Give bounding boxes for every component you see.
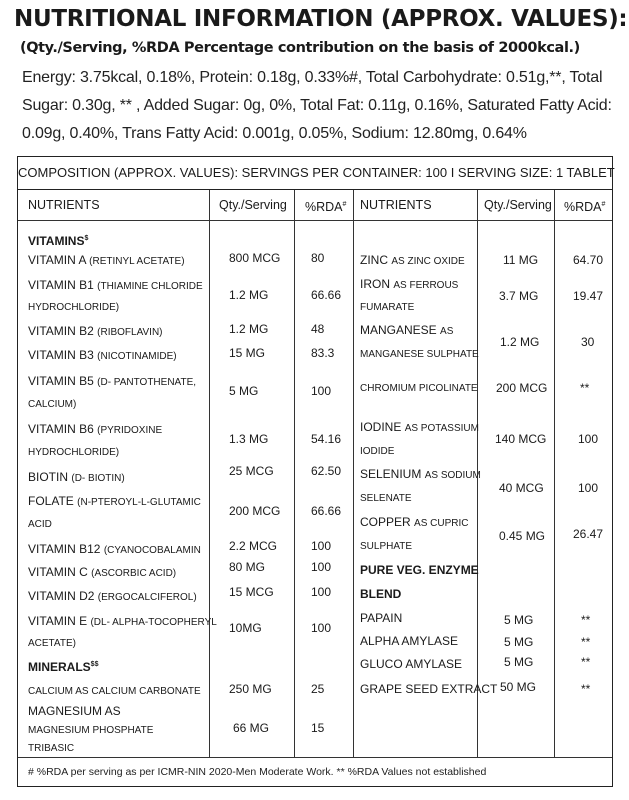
minerals-section-label: MINERALS$$ xyxy=(28,660,99,674)
nutrient-name: IODINE AS POTASSIUM xyxy=(360,420,479,434)
nutrient-name: MANGANESE AS xyxy=(360,323,454,337)
nutrient-name: ZINC AS ZINC OXIDE xyxy=(360,253,465,267)
nutrient-rda: 26.47 xyxy=(573,527,604,541)
nutrient-qty: 10MG xyxy=(229,621,262,635)
nutrient-rda: ** xyxy=(581,682,591,696)
nutrient-name: GLUCO AMYLASE xyxy=(360,657,463,671)
nutrient-rda: 30 xyxy=(581,335,595,349)
nutrient-name: VITAMIN B12 (CYANOCOBALAMIN xyxy=(28,542,201,556)
nutrient-qty: 25 MCG xyxy=(229,464,274,478)
nutrient-name: SELENIUM AS SODIUM xyxy=(360,467,481,481)
nutrient-name-line3: TRIBASIC xyxy=(28,743,75,754)
nutrient-name: VITAMIN B3 (NICOTINAMIDE) xyxy=(28,348,177,362)
nutrient-rda: 19.47 xyxy=(573,289,604,303)
nutrient-qty: 5 MG xyxy=(504,655,534,669)
header-qty-left: Qty./Serving xyxy=(219,198,287,212)
nutrient-name: VITAMIN A (RETINYL ACETATE) xyxy=(28,253,185,267)
nutrient-qty: 0.45 MG xyxy=(499,529,546,543)
nutrient-rda: 100 xyxy=(578,432,599,446)
nutrient-name: VITAMIN B2 (RIBOFLAVIN) xyxy=(28,324,163,338)
nutrient-name: VITAMIN B5 (D- PANTOTHENATE, xyxy=(28,374,197,388)
composition-table xyxy=(17,156,613,787)
nutrient-name: COPPER AS CUPRIC xyxy=(360,515,469,529)
nutrient-qty: 1.3 MG xyxy=(229,432,269,446)
nutrient-name-line2: SULPHATE xyxy=(360,541,413,552)
nutrient-name: VITAMIN C (ASCORBIC ACID) xyxy=(28,565,177,579)
nutrient-name-line2: HYDROCHLORIDE) xyxy=(28,447,120,458)
nutrient-rda: 48 xyxy=(311,322,325,336)
nutrient-qty: 80 MG xyxy=(229,560,266,574)
nutrient-rda: 100 xyxy=(578,481,599,495)
nutrient-qty: 50 MG xyxy=(500,680,537,694)
nutrition-summary: Energy: 3.75kcal, 0.18%, Protein: 0.18g, 0.33%#, Total Carbohydrate: 0.51g,**, Total Sugar: 0.30g, ** , Added Sugar: 0g, 0%, Total Fat: 0.11g, 0.16%, Saturated Fatty Acid: 0.09g, 0.40%, Trans Fatty Acid: 0.001g, 0.05%, Sodium: 12.80mg, 0.64% xyxy=(22,69,612,142)
nutrient-rda: 66.66 xyxy=(311,288,342,302)
nutrient-rda: 80 xyxy=(311,251,325,265)
enzyme-section-label: PURE VEG. ENZYME xyxy=(360,563,479,577)
nutrient-qty: 1.2 MG xyxy=(500,335,540,349)
nutrient-rda: 100 xyxy=(311,560,332,574)
nutrient-rda: 100 xyxy=(311,539,332,553)
nutrient-rda: 100 xyxy=(311,621,332,635)
column-divider xyxy=(209,190,210,757)
header-divider xyxy=(18,220,612,221)
nutrient-name: VITAMIN B6 (PYRIDOXINE xyxy=(28,422,163,436)
nutrient-name-line2: ACID xyxy=(28,519,52,530)
nutrient-rda: 100 xyxy=(311,585,332,599)
nutrient-name: IRON AS FERROUS xyxy=(360,277,459,291)
nutrient-qty: 250 MG xyxy=(229,682,272,696)
nutrient-rda: 83.3 xyxy=(311,346,335,360)
nutrient-name-line2: MANGANESE SULPHATE xyxy=(360,349,479,360)
nutrient-rda: 64.70 xyxy=(573,253,604,267)
nutrient-qty: 5 MG xyxy=(504,635,534,649)
composition-header: COMPOSITION (APPROX. VALUES): SERVINGS PER CONTAINER: 100 I SERVING SIZE: 1 TABLET xyxy=(18,157,612,190)
header-rda-left: %RDA# xyxy=(305,200,347,215)
nutrient-name: FOLATE (N-PTEROYL-L-GLUTAMIC xyxy=(28,494,201,508)
header-rda-right: %RDA# xyxy=(564,200,606,215)
nutrient-qty: 140 MCG xyxy=(495,432,547,446)
column-divider xyxy=(554,190,555,757)
nutrient-qty: 200 MCG xyxy=(496,381,548,395)
nutrient-name-line2: CALCIUM) xyxy=(28,399,77,410)
footnote: # %RDA per serving as per ICMR-NIN 2020-Men Moderate Work. ** %RDA Values not established xyxy=(28,766,487,778)
header-nutrients-left: NUTRIENTS xyxy=(28,198,100,212)
nutrient-qty: 66 MG xyxy=(233,721,270,735)
nutrient-name: BIOTIN (D- BIOTIN) xyxy=(28,470,125,484)
nutrient-qty: 2.2 MCG xyxy=(229,539,278,553)
nutrient-rda: ** xyxy=(581,613,591,627)
enzyme-section-label-line2: BLEND xyxy=(360,587,402,601)
nutrient-rda: 54.16 xyxy=(311,432,342,446)
nutrient-name: GRAPE SEED EXTRACT xyxy=(360,682,498,696)
nutrient-name: PAPAIN xyxy=(360,611,403,625)
nutrient-rda: ** xyxy=(580,381,590,395)
nutrient-name: ALPHA AMYLASE xyxy=(360,634,459,648)
nutrient-name: VITAMIN E (DL- ALPHA-TOCOPHERYL xyxy=(28,614,217,628)
nutrient-name-line2: MAGNESIUM PHOSPHATE xyxy=(28,725,154,736)
column-divider xyxy=(353,190,354,757)
nutrient-qty: 1.2 MG xyxy=(229,288,269,302)
nutrient-rda: 15 xyxy=(311,721,325,735)
nutrient-qty: 3.7 MG xyxy=(499,289,539,303)
nutrient-rda: ** xyxy=(581,655,591,669)
nutrient-name: VITAMIN D2 (ERGOCALCIFEROL) xyxy=(28,589,197,603)
nutrient-name: VITAMIN B1 (THIAMINE CHLORIDE xyxy=(28,278,203,292)
nutrient-name: CALCIUM AS CALCIUM CARBONATE xyxy=(28,686,201,697)
header-qty-right: Qty./Serving xyxy=(484,198,552,212)
column-divider xyxy=(294,190,295,757)
nutrient-rda: 100 xyxy=(311,384,332,398)
nutrient-name: CHROMIUM PICOLINATE xyxy=(360,383,478,394)
nutrient-qty: 5 MG xyxy=(229,384,259,398)
nutrient-name-line2: IODIDE xyxy=(360,446,395,457)
nutrient-name-line2: ACETATE) xyxy=(28,638,76,649)
nutrient-qty: 200 MCG xyxy=(229,504,281,518)
nutrient-name-line2: SELENATE xyxy=(360,493,412,504)
footer-divider xyxy=(18,757,612,758)
nutrient-qty: 15 MCG xyxy=(229,585,274,599)
nutrient-qty: 800 MCG xyxy=(229,251,281,265)
nutrient-qty: 5 MG xyxy=(504,613,534,627)
nutrient-rda: 25 xyxy=(311,682,325,696)
nutrient-rda: ** xyxy=(581,635,591,649)
nutrient-name-line2: HYDROCHLORIDE) xyxy=(28,302,120,313)
nutrient-qty: 40 MCG xyxy=(499,481,544,495)
nutrient-qty: 11 MG xyxy=(503,253,539,267)
nutrient-name-line2: FUMARATE xyxy=(360,302,415,313)
nutrient-name: MAGNESIUM AS xyxy=(28,704,121,718)
nutrient-rda: 62.50 xyxy=(311,464,342,478)
header-nutrients-right: NUTRIENTS xyxy=(360,198,432,212)
nutrient-rda: 66.66 xyxy=(311,504,342,518)
label-heading: NUTRITIONAL INFORMATION (APPROX. VALUES): xyxy=(14,6,628,32)
nutrient-qty: 15 MG xyxy=(229,346,266,360)
vitamins-section-label: VITAMINS$ xyxy=(28,234,89,248)
label-subheading: (Qty./Serving, %RDA Percentage contribution on the basis of 2000kcal.) xyxy=(20,40,580,56)
nutrient-qty: 1.2 MG xyxy=(229,322,269,336)
